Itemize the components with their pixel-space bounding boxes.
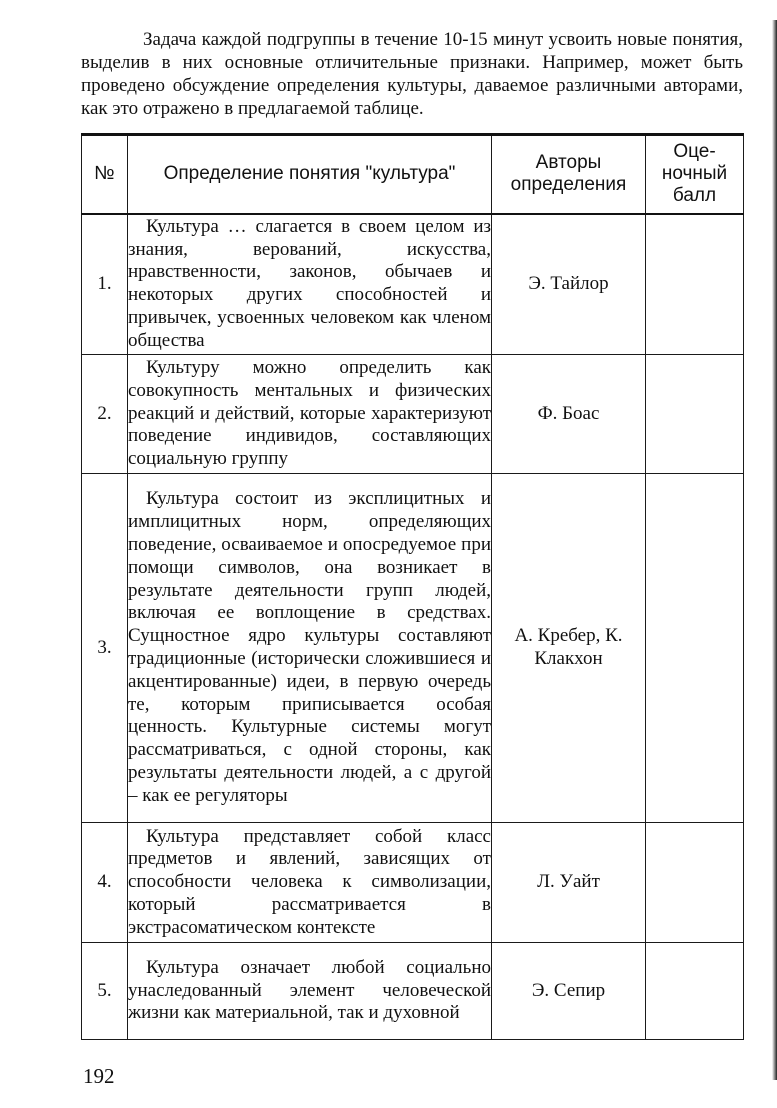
header-score-label: Оце-ночный балл <box>661 141 728 207</box>
page-edge-shadow <box>772 20 777 1080</box>
row-authors: Ф. Боас <box>492 355 646 474</box>
row-authors: Э. Тайлор <box>492 214 646 355</box>
table-row <box>82 474 744 823</box>
row-score <box>646 823 744 943</box>
table-row <box>82 355 744 474</box>
row-number: 5. <box>82 943 128 1040</box>
row-definition: Культуру можно определить как совокупность ментальных и физических реакций и действий, которые характеризуют поведение индивидов, составляющих социальную группу <box>128 355 492 474</box>
row-number: 3. <box>82 474 128 823</box>
row-score <box>646 943 744 1040</box>
row-definition: Культура означает любой социально унаследованный элемент человеческой жизни как материальной, так и духовной <box>128 943 492 1040</box>
header-number: № <box>82 135 128 214</box>
row-definition: Культура представляет собой класс предметов и явлений, зависящих от способности человека к символизации, который рассматривается в экстрасоматическом контексте <box>128 823 492 943</box>
row-number: 4. <box>82 823 128 943</box>
row-number: 2. <box>82 355 128 474</box>
header-definition: Определение понятия "культура" <box>128 135 492 214</box>
table-row <box>82 214 744 355</box>
table-header-row <box>82 135 744 214</box>
row-definition: Культура состоит из эксплицитных и имплицитных норм, определяющих поведение, осваиваемое и опосредуемое при помощи символов, она возникает в результате деятельности групп людей, включая ее воплощение в средствах. Сущностное ядро культуры составляют традиционные (исторически сложившиеся и акцентированные) идеи, в первую очередь те, которым приписывается особая ценность. Культурные системы могут рассматриваться, с одной стороны, как результаты деятельности людей, а с другой – как ее регуляторы <box>128 474 492 823</box>
culture-definitions-table <box>81 133 744 1040</box>
intro-paragraph: Задача каждой подгруппы в течение 10-15 минут усвоить новые понятия, выделив в них основные отличительные признаки. Например, может быть проведено обсуждение определения культуры, даваемое различными авторами, как это отражено в предлагаемой таблице. <box>81 29 743 119</box>
header-authors-label: Авторы определения <box>510 152 627 196</box>
table-row <box>82 823 744 943</box>
row-score <box>646 355 744 474</box>
row-definition: Культура … слагается в своем целом из знания, верований, искусства, нравственности, законов, обычаев и некоторых других способностей и привычек, усвоенных человеком как членом общества <box>128 214 492 355</box>
row-score <box>646 474 744 823</box>
header-authors <box>492 135 646 214</box>
header-score <box>646 135 744 214</box>
table-row <box>82 943 744 1040</box>
row-authors: А. Кребер, К. Клакхон <box>492 474 646 823</box>
row-authors: Л. Уайт <box>492 823 646 943</box>
row-authors: Э. Сепир <box>492 943 646 1040</box>
row-score <box>646 214 744 355</box>
row-number: 1. <box>82 214 128 355</box>
page-number: 192 <box>83 1064 115 1088</box>
